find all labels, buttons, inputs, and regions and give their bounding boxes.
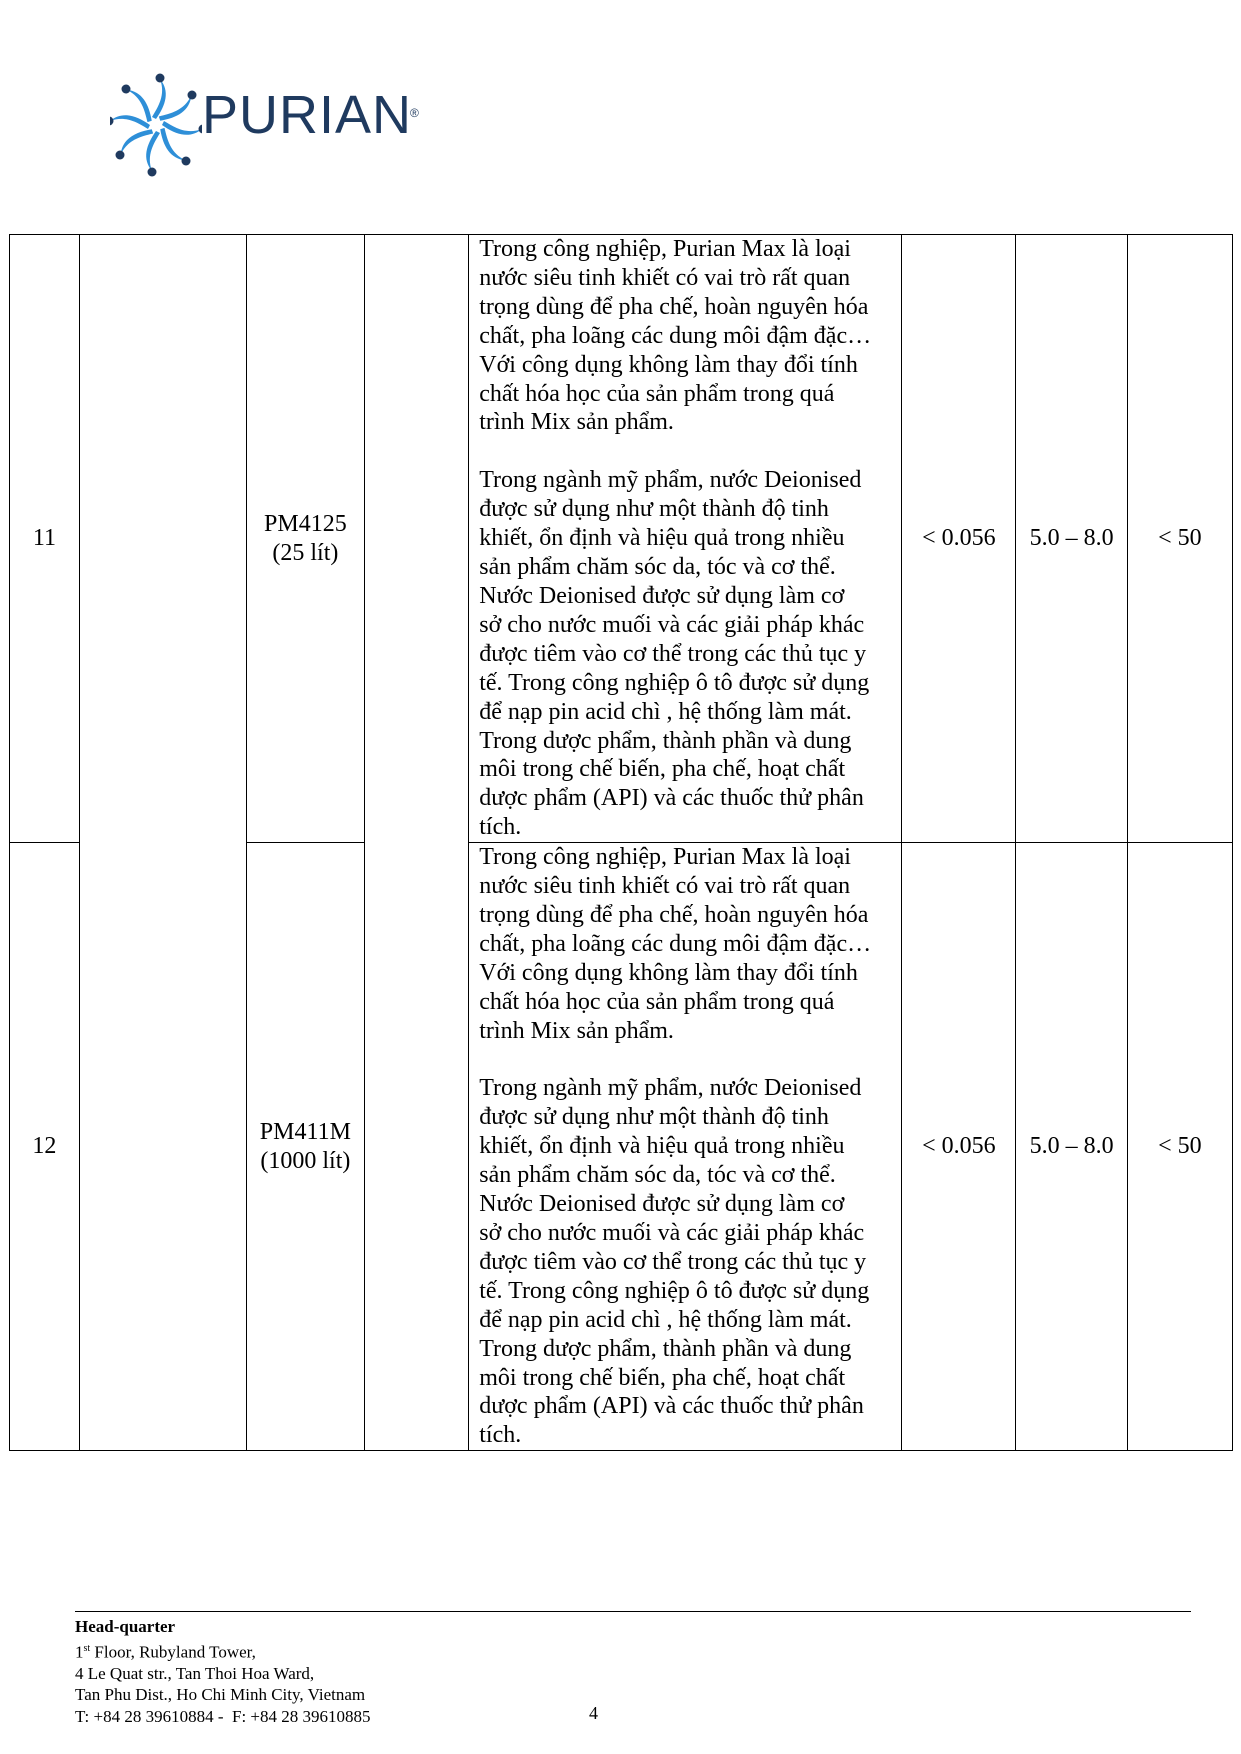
pinwheel-logo-icon xyxy=(110,70,202,180)
footer-street: 4 Le Quat str., Tan Thoi Hoa Ward, xyxy=(75,1663,315,1683)
product-code-cell xyxy=(246,235,364,843)
registered-mark: ® xyxy=(410,106,419,120)
product-group-cell xyxy=(79,235,246,1451)
row-number-cell: 12 xyxy=(10,843,80,1451)
footer-heading: Head-quarter xyxy=(75,1617,176,1636)
product-volume: (25 lít) xyxy=(272,539,339,566)
description-paragraph: Trong công nghiệp, Purian Max là loại nước siêu tinh khiết có vai trò rất quan trọng dùng để pha chế, hoàn nguyên hóa chất, pha loãng các dung môi đậm đặc… Với công dụng không làm thay đổi tính chất hóa học của sản phẩm trong quá trình Mix sản phẩm. xyxy=(479,236,872,436)
footer-divider xyxy=(75,1611,1191,1612)
description-cell xyxy=(469,235,902,843)
ph-cell: 5.0 – 8.0 xyxy=(1016,235,1127,843)
description-paragraph: Trong ngành mỹ phẩm, nước Deionised được sử dụng như một thành độ tinh khiết, ổn định và hiệu quả trong nhiều sản phẩm chăm sóc da, tóc và cơ thể. Nước Deionised được sử dụng làm cơ sở cho nước muối và các giải pháp khác được tiêm vào cơ thể trong các thủ tục y tế. Trong công nghiệp ô tô được sử dụng để nạp pin acid chì , hệ thống làm mát. Trong dược phẩm, thành phần và dung môi trong chế biến, pha chế, hoạt chất dược phẩm (API) và các thuốc thử phân tích. xyxy=(479,467,870,841)
footer-floor: 1st Floor, Rubyland Tower, xyxy=(75,1642,256,1662)
page-number: 4 xyxy=(589,1703,598,1723)
logo-wordmark: PURIAN xyxy=(202,85,413,145)
product-code: PM4125 xyxy=(264,510,347,537)
description-cell xyxy=(469,843,902,1451)
footer-address xyxy=(75,1616,371,1727)
description-paragraph: Trong ngành mỹ phẩm, nước Deionised được sử dụng như một thành độ tinh khiết, ổn định và hiệu quả trong nhiều sản phẩm chăm sóc da, tóc và cơ thể. Nước Deionised được sử dụng làm cơ sở cho nước muối và các giải pháp khác được tiêm vào cơ thể trong các thủ tục y tế. Trong công nghiệp ô tô được sử dụng để nạp pin acid chì , hệ thống làm mát. Trong dược phẩm, thành phần và dung môi trong chế biến, pha chế, hoạt chất dược phẩm (API) và các thuốc thử phân tích. xyxy=(479,1075,870,1449)
row-number-cell: 11 xyxy=(10,235,80,843)
product-code-cell xyxy=(246,843,364,1451)
product-volume: (1000 lít) xyxy=(260,1147,351,1174)
conductivity-cell: < 0.056 xyxy=(902,843,1016,1451)
conductivity-cell: < 0.056 xyxy=(902,235,1016,843)
ph-cell: 5.0 – 8.0 xyxy=(1016,843,1127,1451)
footer-phone: T: +84 28 39610884 - F: +84 28 39610885 xyxy=(75,1706,371,1726)
toc-cell: < 50 xyxy=(1127,235,1232,843)
purian-logo xyxy=(110,70,430,180)
empty-cell xyxy=(365,235,469,1451)
description-paragraph: Trong công nghiệp, Purian Max là loại nước siêu tinh khiết có vai trò rất quan trọng dùng để pha chế, hoàn nguyên hóa chất, pha loãng các dung môi đậm đặc… Với công dụng không làm thay đổi tính chất hóa học của sản phẩm trong quá trình Mix sản phẩm. xyxy=(479,844,872,1044)
footer-city: Tan Phu Dist., Ho Chi Minh City, Vietnam xyxy=(75,1685,366,1705)
product-code: PM411M xyxy=(259,1118,351,1145)
table-row xyxy=(10,235,1233,843)
product-spec-table xyxy=(9,234,1233,1451)
toc-cell: < 50 xyxy=(1127,843,1232,1451)
